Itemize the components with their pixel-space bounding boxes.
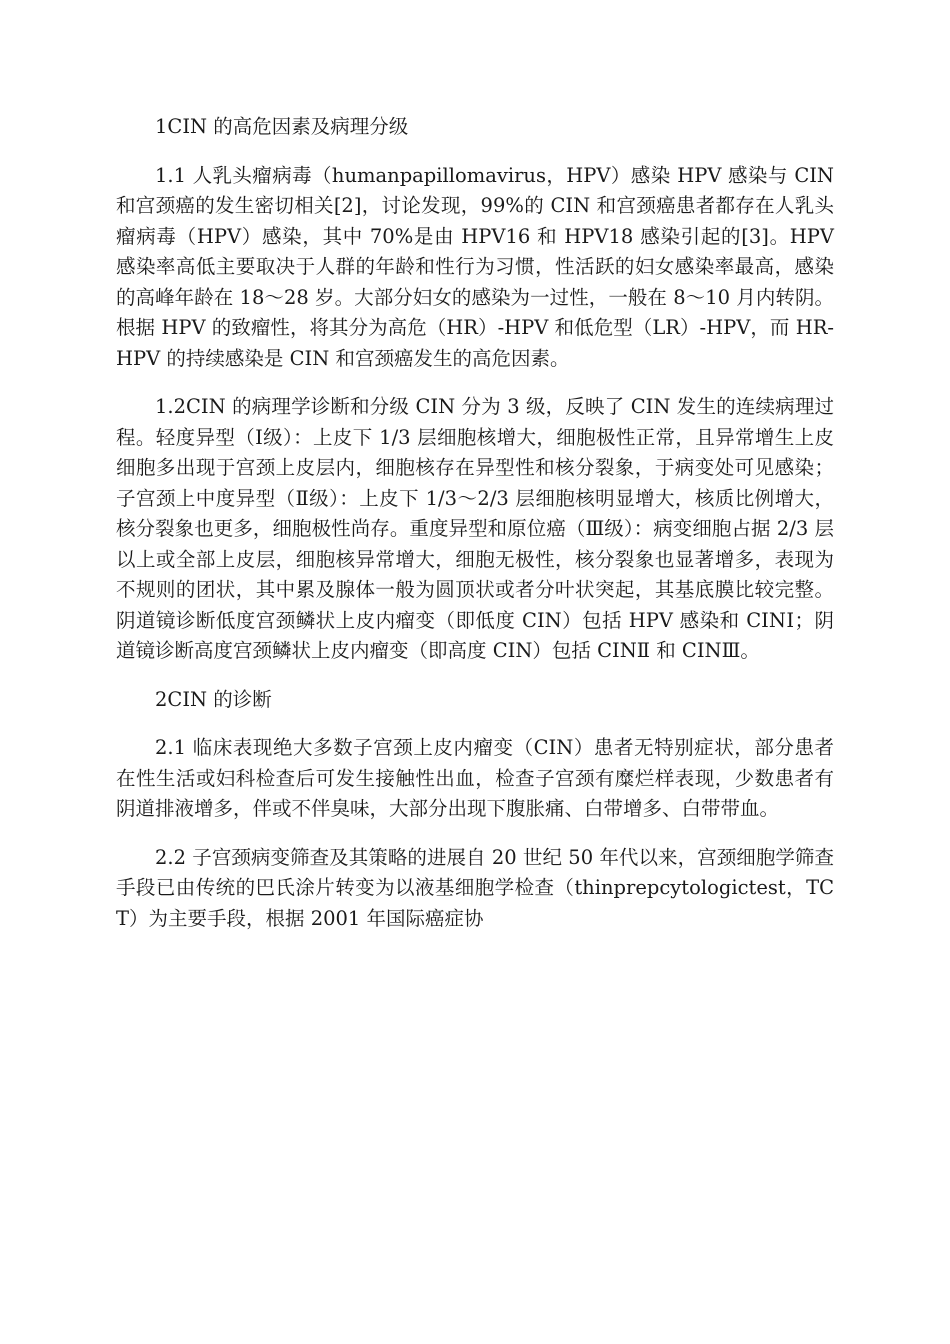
section-1-heading: 1CIN 的高危因素及病理分级	[155, 115, 409, 138]
paragraph-1-1: 1.1 人乳头瘤病毒（humanpapillomavirus，HPV）感染 HPV 感染与 CIN 和宫颈癌的发生密切相关[2]，讨论发现，99%的 CIN 和宫颈癌患者都存在人乳头瘤病毒（HPV）感染，其中 70%是由 HPV16 和 HPV18 感染引起的[3]。HPV 感染率高低主要取决于人群的年龄和性行为习惯，性活跃的妇女感染率最高，感染的高峰年龄在 18～28 岁。大部分妇女的感染为一过性，一般在 8～10 月内转阴。根据 HPV 的致瘤性，将其分为高危（HR）-HPV 和低危型（LR）-HPV，而 HR-HPV 的持续感染是 CIN 和宫颈癌发生的高危因素。	[116, 163, 834, 370]
paragraph-1-2: 1.2CIN 的病理学诊断和分级 CIN 分为 3 级，反映了 CIN 发生的连续病理过程。轻度异型（Ⅰ级）：上皮下 1/3 层细胞核增大，细胞极性正常，且异常增生上皮细胞多出现于宫颈上皮层内，细胞核存在异型性和核分裂象，于病变处可见感染；子宫颈上中度异型（Ⅱ级）：上皮下 1/3～2/3 层细胞核明显增大，核质比例增大，核分裂象也更多，细胞极性尚存。重度异型和原位癌（Ⅲ级）：病变细胞占据 2/3 层以上或全部上皮层，细胞核异常增大，细胞无极性，核分裂象也显著增多，表现为不规则的团状，其中累及腺体一般为圆顶状或者分叶状突起，其基底膜比较完整。阴道镜诊断低度宫颈鳞状上皮内瘤变（即低度 CIN）包括 HPV 感染和 CINⅠ；阴道镜诊断高度宫颈鳞状上皮内瘤变（即高度 CIN）包括 CINⅡ 和 CINⅢ。	[116, 395, 834, 662]
paragraph-2-1: 2.1 临床表现绝大多数子宫颈上皮内瘤变（CIN）患者无特别症状，部分患者在性生活或妇科检查后可发生接触性出血，检查子宫颈有糜烂样表现，少数患者有阴道排液增多，伴或不伴臭味，大部分出现下腹胀痛、白带增多、白带带血。	[116, 736, 834, 820]
section-2-heading: 2CIN 的诊断	[155, 687, 272, 711]
paragraph-2-2: 2.2 子宫颈病变筛查及其策略的进展自 20 世纪 50 年代以来，宫颈细胞学筛查手段已由传统的巴氏涂片转变为以液基细胞学检查（thinprepcytologictest，TCT）为主要手段，根据 2001 年国际癌症协	[116, 845, 834, 930]
document-page	[116, 112, 834, 934]
